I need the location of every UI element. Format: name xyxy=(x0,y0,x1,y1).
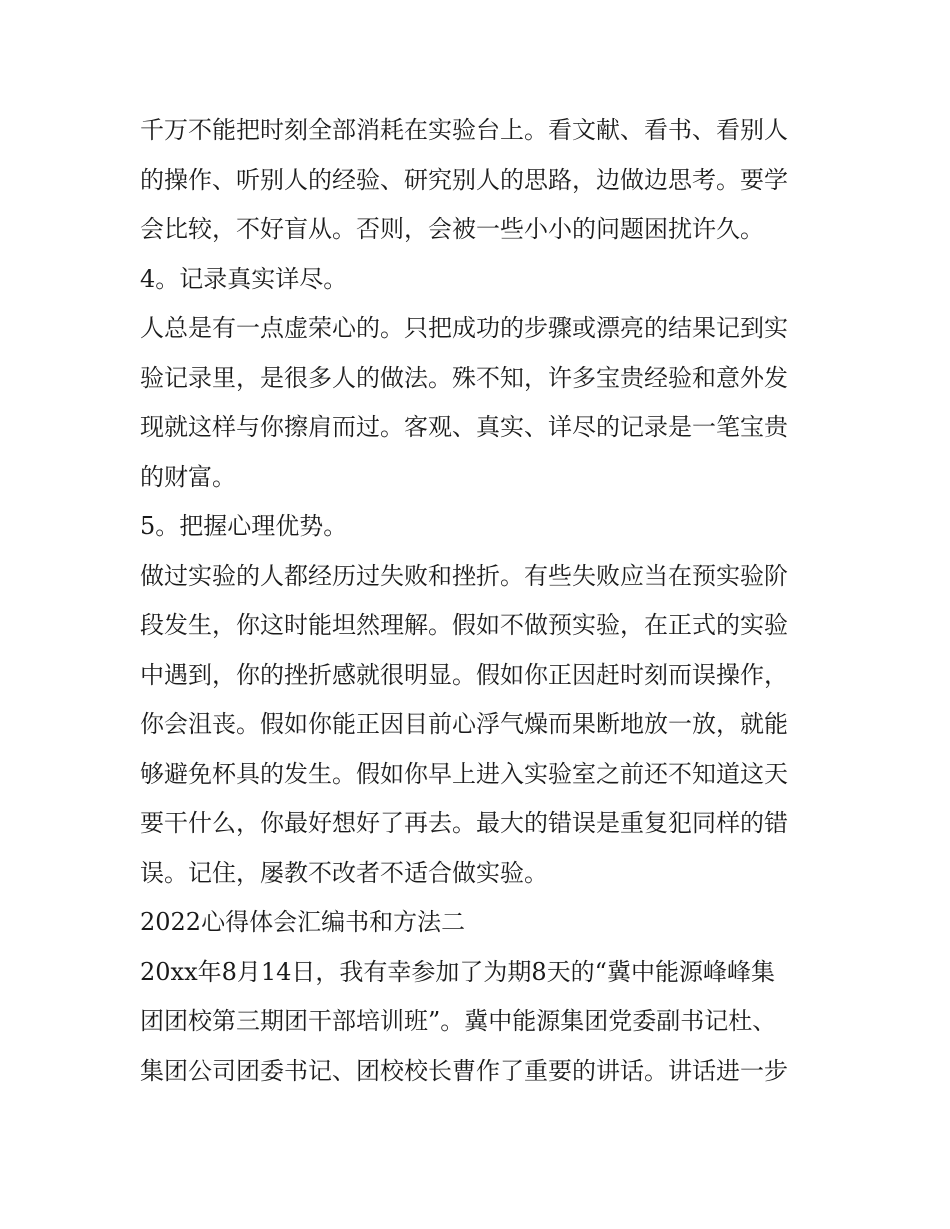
document-page xyxy=(140,106,820,1096)
heading-text: 4。记录真实详尽。 xyxy=(140,264,348,293)
text-line: 会比较，不好盲从。否则，会被一些小小的问题困扰许久。 xyxy=(140,215,764,243)
text-line: 现就这样与你擦肩而过。客观、真实、详尽的记录是一笔宝贵 xyxy=(140,413,788,441)
text-line: 集团公司团委书记、团校校长曹作了重要的讲话。讲话进一步 xyxy=(140,1056,788,1085)
paragraph-record-truthfully xyxy=(140,304,820,502)
text-line: 验记录里，是很多人的做法。殊不知，许多宝贵经验和意外发 xyxy=(140,363,788,392)
heading-text: 5。把握心理优势。 xyxy=(140,512,348,540)
text-line: 段发生，你这时能坦然理解。假如不做预实验，在正式的实验 xyxy=(140,611,788,639)
text-line: 够避免杯具的发生。假如你早上进入实验室之前还不知道这天 xyxy=(140,759,788,788)
text-line: 你会沮丧。假如你能正因目前心浮气燥而果断地放一放，就能 xyxy=(140,710,788,738)
heading-record-truthfully xyxy=(140,255,820,305)
text-line: 要干什么，你最好想好了再去。最大的错误是重复犯同样的错 xyxy=(140,809,788,837)
text-line: 误。记住，屡教不改者不适合做实验。 xyxy=(140,858,548,887)
text-line: 团团校第三期团干部培训班”。冀中能源集团党委副书记杜、 xyxy=(140,1007,777,1035)
heading-text: 2022心得体会汇编书和方法二 xyxy=(140,908,466,936)
text-line: 20xx年8月14日，我有幸参加了为期8天的“冀中能源峰峰集 xyxy=(140,957,775,986)
paragraph-psychological-advantage xyxy=(140,552,820,899)
text-line: 做过实验的人都经历过失败和挫折。有些失败应当在预实验阶 xyxy=(140,561,788,590)
paragraph-training-class xyxy=(140,948,820,1097)
text-line: 的财富。 xyxy=(140,462,236,491)
text-line: 千万不能把时刻全部消耗在实验台上。看文献、看书、看别人 xyxy=(140,116,788,144)
text-line: 中遇到，你的挫折感就很明显。假如你正因赶时刻而误操作， xyxy=(140,660,788,689)
section-title-method-two xyxy=(140,898,820,948)
paragraph-read-literature xyxy=(140,106,820,255)
text-line: 的操作、听别人的经验、研究别人的思路，边做边思考。要学 xyxy=(140,165,788,194)
text-line: 人总是有一点虚荣心的。只把成功的步骤或漂亮的结果记到实 xyxy=(140,314,788,342)
heading-psychological-advantage xyxy=(140,502,820,552)
